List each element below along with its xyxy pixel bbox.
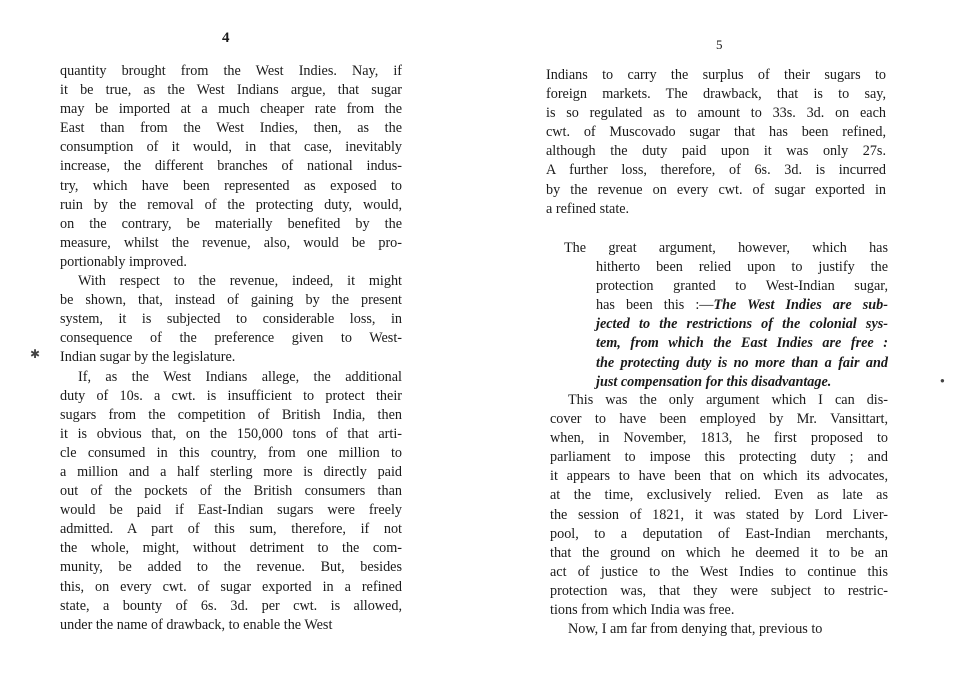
text-line: A further loss, therefore, of 6s. 3d. is incurred	[546, 162, 886, 179]
text-line: at the time, exclusively relied. Even as late as	[550, 487, 888, 504]
text-line: it appears to have been that on which its advocates,	[550, 468, 888, 485]
text-line: measure, whilst the revenue, also, would be pro-	[60, 234, 402, 251]
text-line: admitted. A part of this sum, therefore, if not	[60, 521, 402, 538]
page-number-right: 5	[716, 37, 723, 52]
text-line: protection was, that they were subject to restric-	[550, 582, 888, 599]
text-line: has been this :—The West Indies are sub-	[596, 297, 888, 314]
text-line: may be imported at a much cheaper rate from the	[60, 101, 402, 118]
text-line: it be true, as the West Indians argue, that sugar	[60, 82, 402, 99]
text-line: portionably improved.	[60, 253, 187, 270]
text-line: If, as the West Indians allege, the additional	[78, 368, 402, 385]
text-line: Indian sugar by the legislature.	[60, 349, 236, 366]
text-line: The great argument, however, which has	[564, 240, 888, 256]
text-line: the protecting duty is no more than a fair and	[596, 354, 888, 371]
text-line: munity, be added to the revenue. But, besides	[60, 559, 402, 576]
text-line: jected to the restrictions of the colonial sys-	[596, 316, 888, 333]
text-line: just compensation for this disadvantage.	[596, 373, 832, 390]
text-line: out of the pockets of the British consumers than	[60, 483, 402, 500]
right-page-extract	[564, 239, 888, 392]
text-line: cover to have been employed by Mr. Vansittart,	[550, 411, 888, 428]
text-line: be shown, that, instead of gaining by the present	[60, 292, 402, 309]
text-line: Now, I am far from denying that, previous to	[568, 621, 823, 638]
margin-mark: ✱	[30, 347, 41, 361]
text-line: system, it is subjected to considerable loss, in	[60, 311, 402, 328]
text-line: With respect to the revenue, indeed, it might	[78, 273, 402, 290]
text-line: tem, from which the East Indies are free :	[596, 335, 888, 352]
text-line: tions from which India was free.	[550, 602, 735, 619]
text-line: protection granted to West-Indian sugar,	[596, 278, 888, 295]
text-line: increase, the different branches of national indus-	[60, 158, 402, 175]
text-line: by the revenue on every cwt. of sugar exported in	[546, 181, 886, 198]
text-line: cle consumed in this country, from one million to	[60, 444, 402, 461]
page-number-left: 4	[222, 30, 230, 46]
text-line: try, which have been represented as exposed to	[60, 177, 402, 194]
text-line: would be paid if East-Indian sugars were freely	[60, 502, 402, 519]
text-line: under the name of drawback, to enable the West	[60, 616, 333, 633]
text-line: the whole, might, without detriment to the com-	[60, 540, 402, 557]
right-page-text-block-1	[546, 66, 886, 219]
right-page-text-block-2	[550, 391, 888, 639]
text-line: this, on every cwt. of sugar exported in a refined	[60, 578, 402, 595]
text-line: on the contrary, be materially benefited by the	[60, 215, 402, 232]
margin-dot: ●	[940, 376, 945, 385]
text-line: ruin by the removal of the protecting duty, would,	[60, 196, 402, 213]
text-line: state, a bounty of 6s. 3d. per cwt. is allowed,	[60, 597, 402, 614]
left-page-text	[60, 62, 402, 635]
text-line: that the ground on which he deemed it to be an	[550, 544, 888, 561]
text-line: it is obvious that, on the 150,000 tons of that arti-	[60, 425, 402, 442]
text-line: the session of 1821, it was stated by Lord Liver-	[550, 506, 888, 523]
text-line: when, in November, 1813, he first proposed to	[550, 430, 888, 447]
text-line: consequence of the preference given to West-	[60, 330, 402, 347]
text-line: is so regulated as to amount to 33s. 3d. on each	[546, 105, 886, 122]
text-line: a refined state.	[546, 200, 630, 217]
text-line: sugars from the competition of British India, then	[60, 406, 402, 423]
text-line: cwt. of Muscovado sugar that has been refined,	[546, 124, 886, 141]
text-line: foreign markets. The drawback, that is to say,	[546, 86, 886, 103]
text-line: act of justice to the West Indies to continue this	[550, 563, 888, 580]
text-line: although the duty paid upon it was only 27s.	[546, 143, 886, 160]
text-line: pool, to a deputation of East-Indian merchants,	[550, 525, 888, 542]
text-line: consumption of it would, in that case, inevitably	[60, 139, 402, 156]
text-line: duty of 10s. a cwt. is insufficient to protect their	[60, 387, 402, 404]
text-line: a million and a half sterling more is directly paid	[60, 463, 402, 480]
text-line: hitherto been relied upon to justify the	[596, 259, 888, 276]
text-line: East than from the West Indies, then, as the	[60, 120, 402, 137]
text-line: parliament to impose this protecting duty ; and	[550, 449, 888, 466]
text-line: Indians to carry the surplus of their sugars to	[546, 67, 886, 83]
text-line: This was the only argument which I can dis-	[568, 392, 888, 408]
text-line: quantity brought from the West Indies. Nay, if	[60, 63, 402, 79]
